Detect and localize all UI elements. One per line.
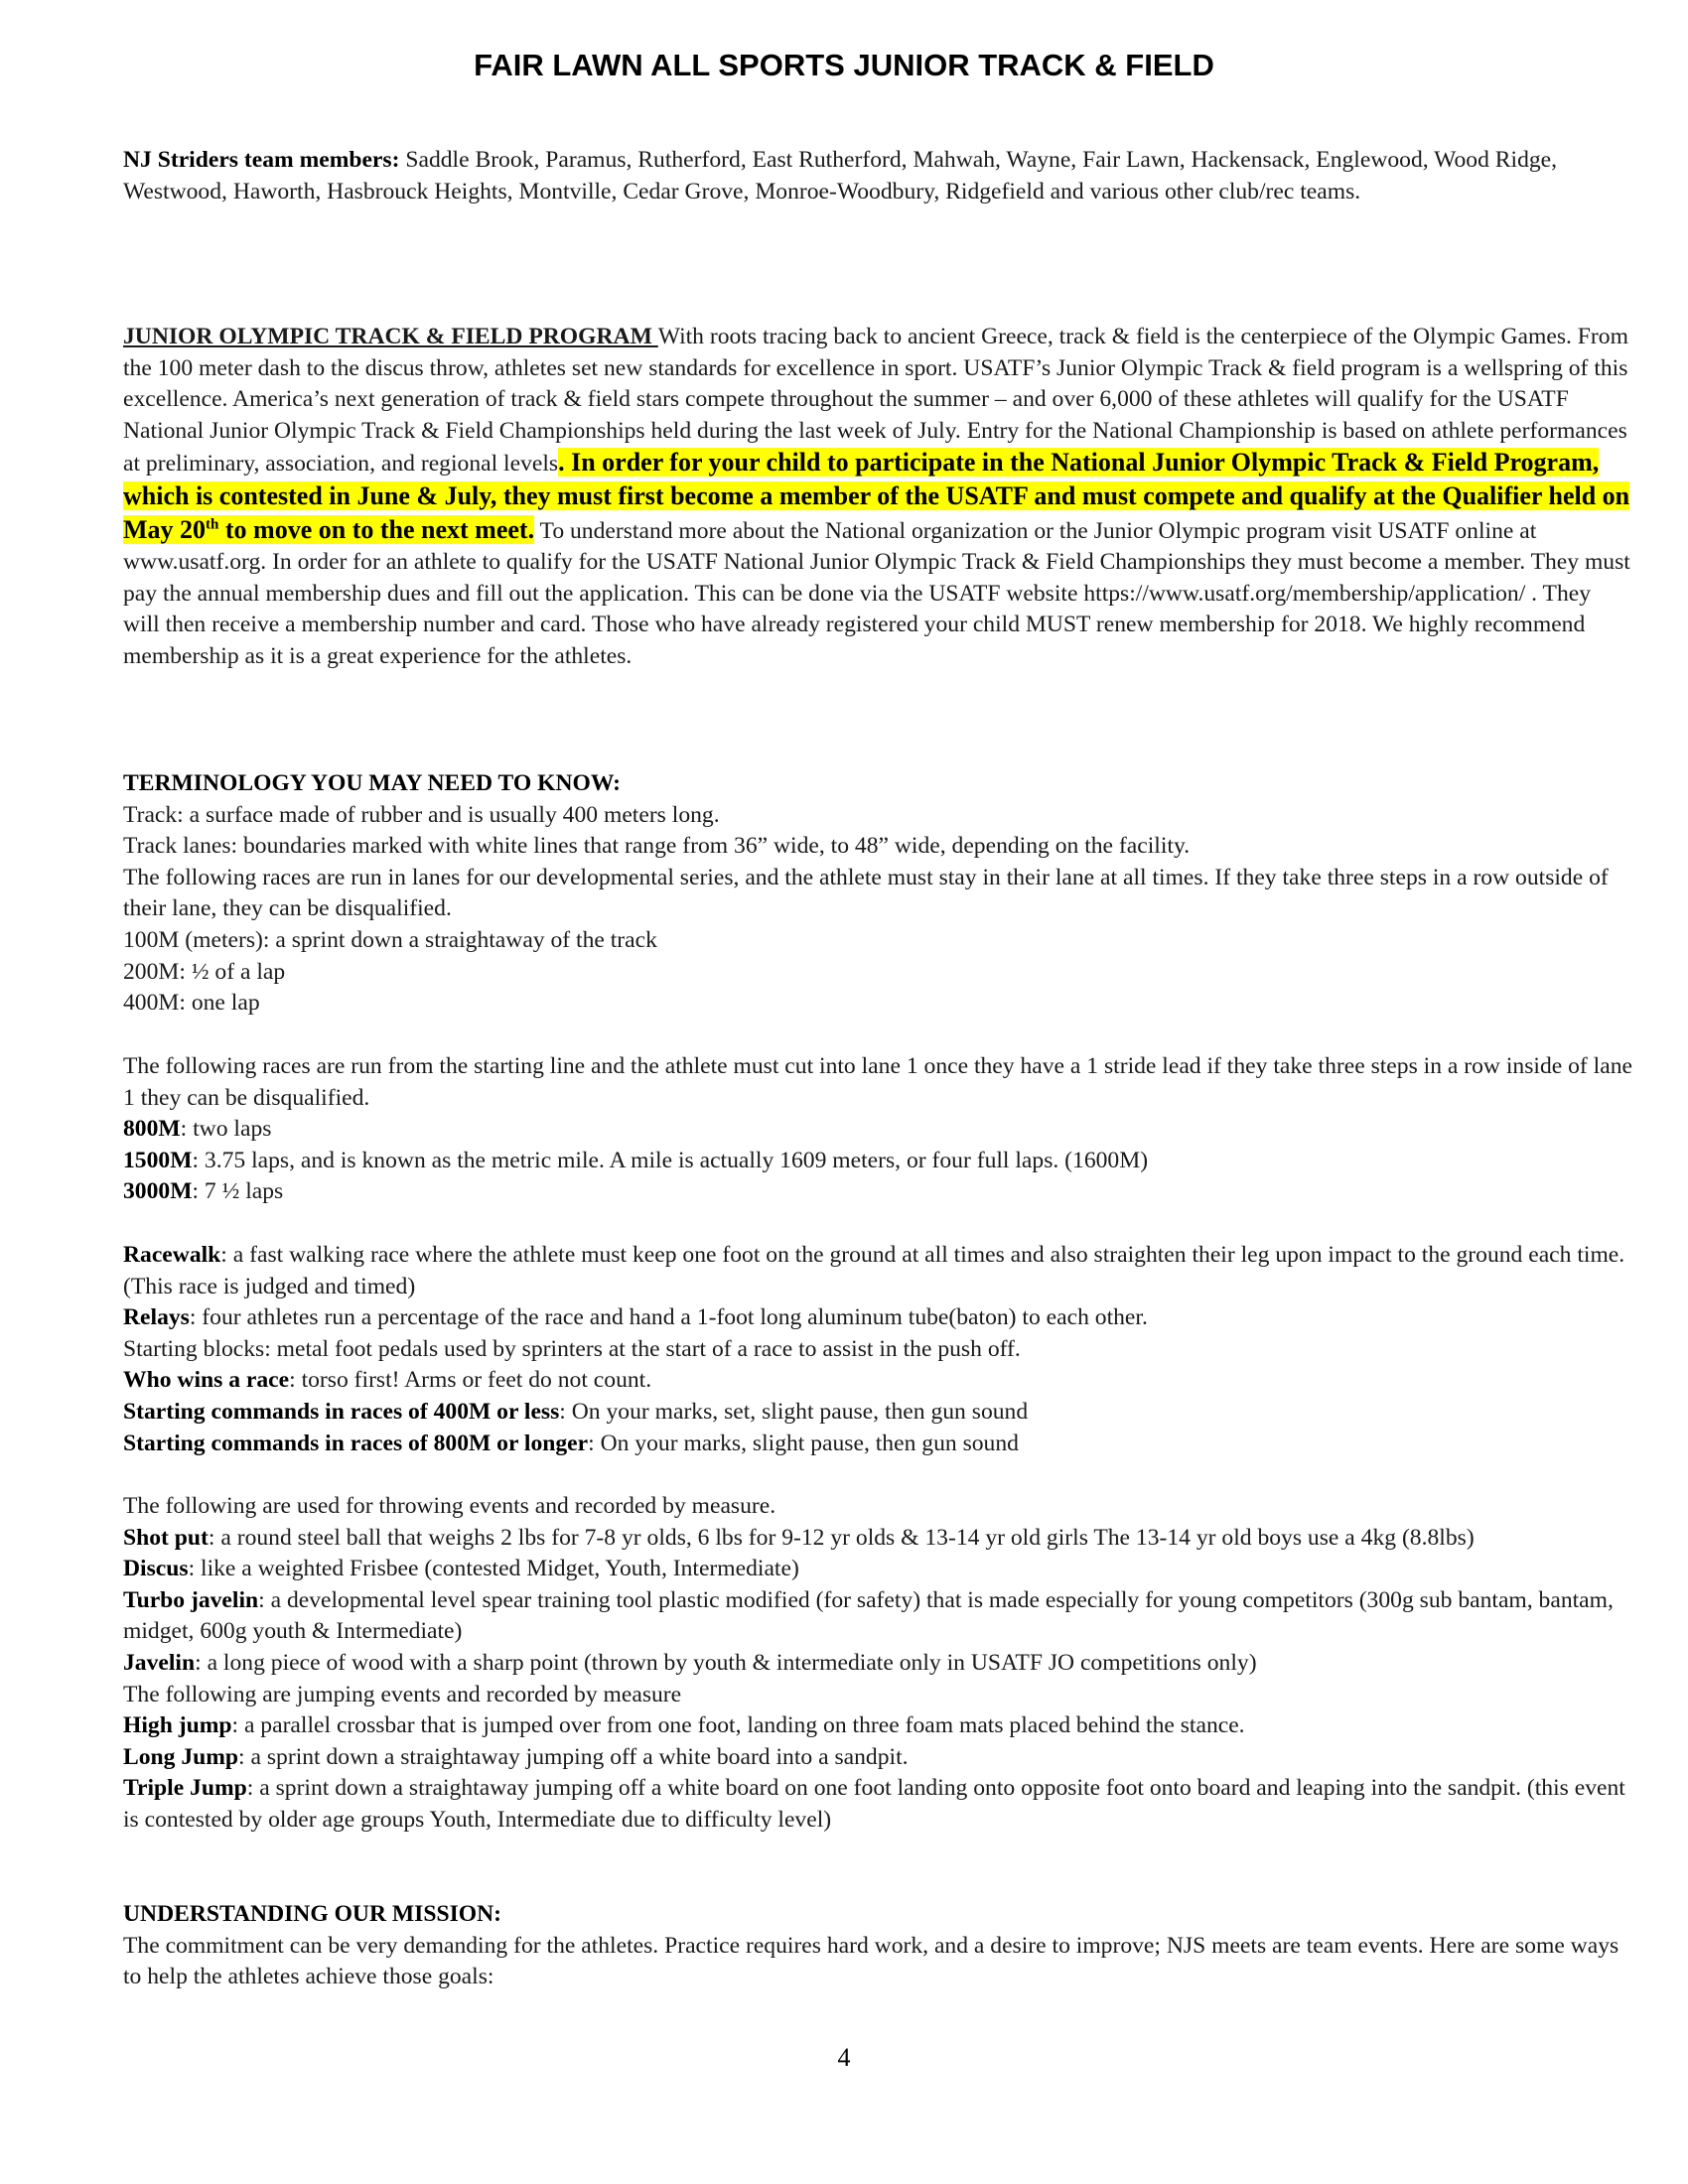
term-javelin (123, 1648, 1632, 1680)
members-text: Saddle Brook, Paramus, Rutherford, East Rutherford, Mahwah, Wayne, Fair Lawn, Hackensack, Englewood, Wood Ridge, Westwood, Haworth, Hasbrouck Heights, Montville, Cedar Grove, Monroe-Woodbury, Ridgefield and various other club/rec teams. (123, 147, 1558, 205)
term-racewalk-label: Racewalk (123, 1242, 221, 1268)
term-javelin-label: Javelin (123, 1649, 196, 1676)
term-800m (123, 1114, 1632, 1146)
term-triple-text: : a sprint down a straightaway jumping off a white board on one foot landing onto opposite foot onto board and leaping into the sandpit. (this event is contested by older age groups Youth, Intermediate due to difficulty level) (123, 1775, 1625, 1833)
term-cmd400-text: : On your marks, set, slight pause, then gun sound (559, 1398, 1029, 1425)
mission-text: The commitment can be very demanding for the athletes. Practice requires hard work, and a desire to improve; NJS meets are team events. Here are some ways to help the athletes achieve those goals: (123, 1932, 1619, 1990)
mission-section (123, 1899, 1632, 1993)
terminology-section (123, 768, 1632, 1020)
distance-races-section (123, 1051, 1632, 1208)
term-triple-label: Triple Jump (123, 1775, 247, 1802)
term-long-text: : a sprint down a straightaway jumping off a white board into a sandpit. (238, 1743, 909, 1770)
term-racewalk-text: : a fast walking race where the athlete must keep one foot on the ground at all times and also straighten their leg upon impact to the ground each time. (This race is judged and timed) (123, 1242, 1625, 1299)
page-number: 4 (837, 2043, 851, 2072)
term-800m-text: : two laps (180, 1116, 272, 1143)
term-cmd400 (123, 1397, 1632, 1429)
term-throwing: The following are used for throwing events and recorded by measure. (123, 1493, 776, 1519)
term-cmd800-label: Starting commands in races of 800M or longer (123, 1430, 589, 1456)
term-3000m-text: : 7 ½ laps (192, 1178, 284, 1205)
term-turbo-text: : a developmental level spear training tool plastic modified (for safety) that is made especially for young competitors (300g sub bantam, bantam, midget, 600g youth & Intermediate) (123, 1586, 1614, 1645)
term-turbo-label: Turbo javelin (123, 1586, 259, 1613)
term-high-label: High jump (123, 1712, 232, 1739)
term-shot-label: Shot put (123, 1524, 209, 1551)
term-wins-text: : torso first! Arms or feet do not count. (289, 1367, 652, 1394)
term-jumping: The following are jumping events and recorded by measure (123, 1681, 682, 1707)
term-1500m (123, 1146, 1632, 1177)
term-long (123, 1742, 1632, 1774)
term-relays-label: Relays (123, 1304, 190, 1331)
highlight-text-b: to move on to the next meet. (218, 514, 535, 544)
term-high (123, 1710, 1632, 1742)
highlight-superscript: th (206, 515, 219, 532)
term-discus-text: : like a weighted Frisbee (contested Midget, Youth, Intermediate) (188, 1556, 799, 1582)
highlight-text-a: . In order for your child to participate in the National Junior Olympic Track & Field Program, which is contested in June & July, they must first become a member of the USATF and must compete and qualify at the Qualifier held on May 20 (123, 448, 1630, 544)
term-discus-label: Discus (123, 1556, 189, 1582)
term-start-races: The following races are run from the starting line and the athlete must cut into lane 1 once they have a 1 stride lead if they take three steps in a row inside of lane 1 they can be disqualified. (123, 1053, 1632, 1111)
program-intro: With roots tracing back to ancient Greece, track & field is the centerpiece of the Olympic Games. From the 100 meter dash to the discus throw, athletes set new standards for excellence in sport. USATF’s Junior Olympic Track & field program is a wellspring of this excellence. America’s next generation of track & field stars compete throughout the summer – and over 6,000 of these athletes will qualify for the USATF National Junior Olympic Track & Field Championships held during the last week of July. Entry for the National Championship is based on athlete performances at preliminary, association, and regional levels (123, 324, 1628, 478)
terminology-heading: TERMINOLOGY YOU MAY NEED TO KNOW: (123, 770, 621, 796)
program-section (123, 322, 1632, 673)
term-wins (123, 1365, 1632, 1397)
term-discus (123, 1554, 1632, 1585)
term-1500m-label: 1500M (123, 1147, 193, 1173)
term-turbo (123, 1585, 1632, 1648)
term-200m: 200M: ½ of a lap (123, 958, 286, 985)
term-shot-text: : a round steel ball that weighs 2 lbs for 7-8 yr olds, 6 lbs for 9-12 yr olds & 13-14 yr old girls The 13-14 yr old boys use a 4kg (8.8lbs) (208, 1524, 1475, 1551)
program-heading: JUNIOR OLYMPIC TRACK & FIELD PROGRAM (123, 324, 658, 349)
term-400m: 400M: one lap (123, 990, 260, 1017)
term-relays (123, 1302, 1632, 1334)
race-terms-section (123, 1240, 1632, 1459)
term-100m: 100M (meters): a sprint down a straightaway of the track (123, 926, 657, 953)
term-triple (123, 1773, 1632, 1836)
term-cmd800-text: : On your marks, slight pause, then gun sound (588, 1430, 1019, 1456)
term-javelin-text: : a long piece of wood with a sharp point (thrown by youth & intermediate only in USATF JO competitions only) (195, 1649, 1257, 1676)
term-3000m-label: 3000M (123, 1178, 193, 1205)
mission-heading: UNDERSTANDING OUR MISSION: (123, 1901, 502, 1927)
members-section (123, 145, 1632, 207)
term-long-label: Long Jump (123, 1743, 239, 1770)
page-title: FAIR LAWN ALL SPORTS JUNIOR TRACK & FIELD (474, 48, 1214, 82)
term-blocks: Starting blocks: metal foot pedals used by sprinters at the start of a race to assist in the push off. (123, 1335, 1021, 1362)
term-cmd400-label: Starting commands in races of 400M or less (123, 1398, 560, 1425)
term-lanes: Track lanes: boundaries marked with white lines that range from 36” wide, to 48” wide, depending on the facility. (123, 833, 1191, 860)
field-events-section (123, 1491, 1632, 1837)
members-label: NJ Striders team members: (123, 147, 400, 173)
term-wins-label: Who wins a race (123, 1367, 290, 1394)
term-racewalk (123, 1240, 1632, 1302)
term-track: Track: a surface made of rubber and is usually 400 meters long. (123, 801, 720, 828)
term-lane-races: The following races are run in lanes for our developmental series, and the athlete must stay in their lane at all times. If they take three steps in a row outside of their lane, they can be disqualified. (123, 864, 1609, 922)
term-shot (123, 1523, 1632, 1555)
term-800m-label: 800M (123, 1116, 181, 1143)
term-cmd800 (123, 1429, 1632, 1460)
term-relays-text: : four athletes run a percentage of the race and hand a 1-foot long aluminum tube(baton) to each other. (189, 1304, 1148, 1331)
term-1500m-text: : 3.75 laps, and is known as the metric mile. A mile is actually 1609 meters, or four full laps. (1600M) (192, 1147, 1149, 1173)
term-3000m (123, 1176, 1632, 1208)
program-rest: To understand more about the National organization or the Junior Olympic program visit USATF online at www.usatf.org. In order for an athlete to qualify for the USATF National Junior Olympic Track & Field Championships they must become a member. They must pay the annual membership dues and fill out the application. This can be done via the USATF website https://www.usatf.org/membership/application/ . They will then receive a membership number and card. Those who have already registered your child MUST renew membership for 2018. We highly recommend membership as it is a great experience for the athletes. (123, 517, 1630, 669)
term-high-text: : a parallel crossbar that is jumped over from one foot, landing on three foam mats placed behind the stance. (231, 1712, 1245, 1739)
